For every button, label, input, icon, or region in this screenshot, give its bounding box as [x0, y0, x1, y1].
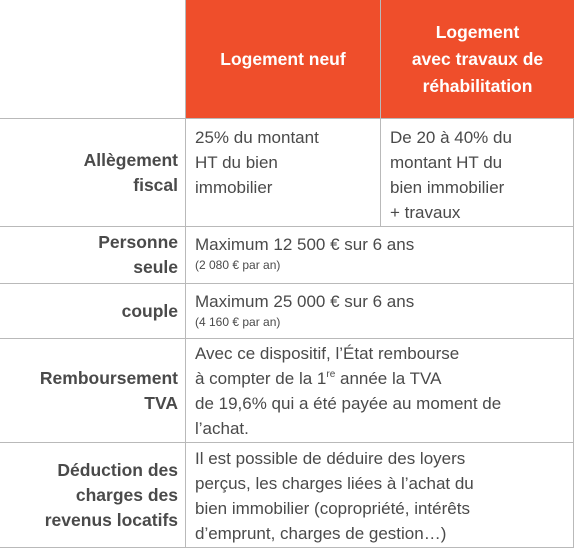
header-rehab-line3: réhabilitation — [422, 75, 533, 96]
remboursement-line2-b: année la TVA — [335, 369, 442, 388]
couple-label: couple — [121, 300, 178, 321]
deduction-line3: bien immobilier (copropriété, intérêts — [195, 499, 470, 518]
personne-seule-sub: (2 080 € par an) — [195, 258, 281, 272]
allegement-rehab-line1: De 20 à 40% du — [390, 128, 512, 147]
remboursement-line1: Avec ce dispositif, l’État rembourse — [195, 344, 460, 363]
row-label-deduction-charges — [0, 443, 186, 548]
row-label-allegement-fiscal — [0, 119, 186, 226]
allegement-rehab-line3: bien immobilier — [390, 178, 505, 197]
remboursement-line2 — [195, 366, 574, 391]
allegement-neuf-line1: 25% du montant — [195, 128, 319, 147]
allegement-neuf-cell — [186, 119, 380, 226]
header-logement-rehabilitation — [381, 0, 574, 118]
allegement-rehab-cell — [381, 119, 574, 226]
column-divider — [380, 0, 381, 226]
deduction-line4: d’emprunt, charges de gestion…) — [195, 524, 447, 543]
header-rehab-line2: avec travaux de — [411, 48, 544, 69]
row-divider — [0, 226, 574, 227]
row-label-personne-seule — [0, 227, 186, 283]
couple-sub: (4 160 € par an) — [195, 315, 281, 329]
header-rehab-line1: Logement — [435, 21, 520, 42]
header-logement-neuf — [186, 0, 380, 118]
deduction-label-line1: Déduction des — [57, 460, 178, 480]
deduction-label-line3: revenus locatifs — [44, 510, 178, 530]
remboursement-line4: l’achat. — [195, 419, 249, 438]
deduction-label-line2: charges des — [75, 485, 178, 505]
couple-value-cell — [186, 284, 574, 338]
allegement-neuf-line3: immobilier — [195, 178, 273, 197]
allegement-neuf-line2: HT du bien — [195, 153, 278, 172]
personne-seule-label-line1: Personne — [98, 232, 178, 252]
header-logement-neuf-label: Logement neuf — [220, 48, 346, 69]
row-divider — [0, 283, 574, 284]
column-divider — [185, 0, 186, 548]
allegement-rehab-line4: + travaux — [390, 203, 461, 222]
row-divider — [0, 118, 574, 119]
remboursement-value-cell — [186, 339, 574, 442]
remboursement-line2-sup: re — [326, 369, 336, 380]
row-divider — [0, 338, 574, 339]
deduction-line1: Il est possible de déduire des loyers — [195, 449, 466, 468]
row-divider — [0, 442, 574, 443]
row-label-remboursement-tva — [0, 339, 186, 442]
allegement-label-line2: fiscal — [133, 174, 178, 195]
deduction-value-cell — [186, 443, 574, 548]
remboursement-line2-a: à compter de la 1 — [195, 369, 327, 388]
personne-seule-main: Maximum 12 500 € sur 6 ans — [195, 235, 415, 254]
allegement-label-line1: Allègement — [83, 149, 178, 170]
deduction-line2: perçus, les charges liées à l’achat du — [195, 474, 474, 493]
allegement-rehab-line2: montant HT du — [390, 153, 503, 172]
remboursement-line3: de 19,6% qui a été payée au moment de — [195, 394, 502, 413]
remboursement-label-line1: Remboursement — [39, 367, 178, 388]
row-label-couple — [0, 284, 186, 338]
couple-main: Maximum 25 000 € sur 6 ans — [195, 292, 415, 311]
personne-seule-label-line2: seule — [133, 257, 178, 277]
remboursement-label-line2: TVA — [144, 392, 178, 413]
personne-seule-value-cell — [186, 227, 574, 283]
